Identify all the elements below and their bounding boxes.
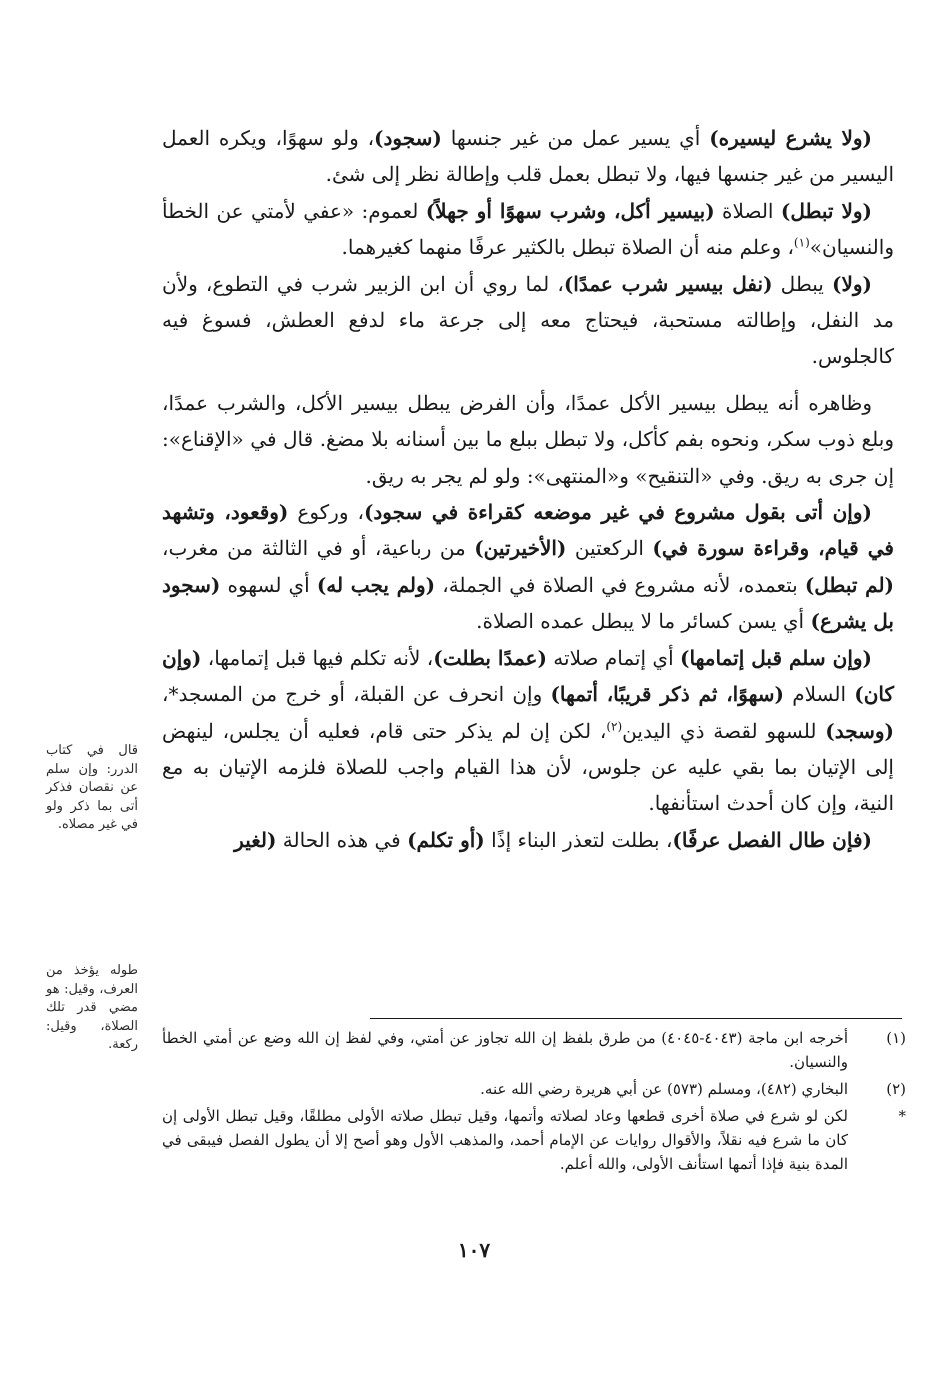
body-text: ، ولو سهوًا، ويكره العمل اليسير من غير جنسها فيها، ولا تبطل بعمل قلب وإطالة نظر إلى شئ. [162, 126, 894, 187]
bold-term: (فإن طال الفصل عرفًا) [672, 827, 872, 852]
bold-term: (سهوًا، ثم ذكر قريبًا، أتمها) [550, 682, 785, 707]
bold-term: (وقعود، وتشهد في قيام، وقراءة سورة في) [162, 500, 894, 561]
paragraph-7 [162, 822, 894, 858]
body-text: الصلاة [714, 198, 781, 223]
footnote-text: أخرجه ابن ماجة (٤٠٤٣-٤٠٤٥) من طرق بلفظ إن الله تجاوز عن أمتي، وفي لفظ إن الله وضع عن أمتي الخطأ والنسيان. [162, 1029, 848, 1071]
bold-term: (ولم يجب له) [316, 572, 436, 597]
body-text: السلام [784, 682, 855, 707]
bold-term: (عمدًا بطلت) [433, 645, 547, 670]
bold-term: (أو تكلم) [407, 827, 485, 852]
margin-note-1: قال في كتاب الدرر: وإن سلم عن نقصان فذكر أتى بما ذكر ولو في غير مصلاه. [46, 743, 138, 832]
footnote-number: (١) [886, 1029, 906, 1047]
footnote-ref: (٢) [606, 718, 623, 733]
footnote-divider [370, 1018, 902, 1019]
bold-term: (وسجد) [825, 718, 894, 743]
footnotes [162, 1026, 906, 1179]
bold-term: (سجود) [374, 126, 442, 150]
body-text: وظاهره أنه يبطل بيسير الأكل عمدًا، وأن الفرض يبطل بيسير الأكل، والشرب عمدًا، وبلع ذوب سكر، ونحوه بفم كأكل، ولا تبطل ببلع ما بين أسنانه بلا مضغ. قال في «الإقناع»: إن جرى به ريق. وفي «التنقيح» و«المنتهى»: ولو لم يجر به ريق. [162, 390, 894, 488]
bold-term: (ولا يشرع ليسيره) [709, 126, 872, 150]
bold-term: (لم تبطل) [804, 572, 894, 597]
paragraph-4 [162, 385, 894, 494]
body-text: أي إتمام صلاته [546, 645, 681, 670]
body-text: أي لسهوه [220, 572, 317, 597]
footnote-2 [162, 1077, 906, 1101]
body-text: وإن انحرف عن القبلة، أو خرج من المسجد*، [162, 682, 551, 707]
paragraph-1 [162, 120, 894, 193]
margin-note-2: طوله يؤخذ من العرف، وقيل: هو مضي قدر تلك الصلاة، وقيل: ركعة. [46, 963, 138, 1052]
body-text: ، بطلت لتعذر البناء إذًا [484, 827, 673, 852]
body-text: أي يسير عمل من غير جنسها [441, 126, 710, 150]
main-text [162, 120, 894, 858]
paragraph-6 [162, 640, 894, 822]
body-text: من رباعية، أو في الثالثة من مغرب، [162, 536, 475, 561]
paragraph-3 [162, 266, 894, 375]
bold-term: (لغير [234, 827, 277, 852]
page-number: ١٠٧ [457, 1238, 491, 1262]
bold-term: (سجود بل يشرع) [162, 572, 894, 634]
footnote-text: البخاري (٤٨٢)، ومسلم (٥٧٣) عن أبي هريرة رضي الله عنه. [480, 1080, 848, 1098]
footnote-number: * [898, 1107, 906, 1125]
footnote-text: لكن لو شرع في صلاة أخرى قطعها وعاد لصلاته وأتمها، وقيل تبطل صلاته الأولى مطلقًا، وقيل تبطل الأولى إن كان ما شرع فيه نقلاً، والأقوال روايات عن الإمام أحمد، والمذهب الأول وهو أصح إلا أن يطول الفصل فيبقى في المدة بنية فإذا أتمها استأنف الأولى، والله أعلم. [162, 1107, 848, 1173]
footnote-number: (٢) [886, 1080, 906, 1098]
bold-term: (نفل بيسير شرب عمدًا) [563, 271, 773, 296]
body-text: للسهو لقصة ذي اليدين [622, 718, 826, 743]
body-text: ، وعلم منه أن الصلاة تبطل بالكثير عرفًا منهما كغيرهما. [341, 235, 794, 260]
bold-term: (وإن أتى بقول مشروع في غير موضعه كقراءة في سجود) [363, 500, 872, 525]
body-text: لعموم: «عفي لأمتي عن الخطأ والنسيان» [162, 198, 894, 260]
paragraph-5 [162, 494, 894, 640]
footnote-asterisk [162, 1104, 906, 1176]
body-text: يبطل [772, 271, 832, 296]
footnote-1 [162, 1026, 906, 1074]
body-text: ، لما روي أن ابن الزبير شرب في التطوع، ولأن مد النفل، وإطالته مستحبة، فيحتاج معه إلى جرعة ماء لدفع العطش، فسوغ فيه كالجلوس. [162, 271, 894, 369]
body-text: في هذه الحالة [276, 827, 408, 852]
body-text: ، لأنه تكلم فيها قبل إتمامها، [201, 645, 434, 670]
bold-term: (ولا) [831, 271, 872, 296]
bold-term: (الأخيرتين) [474, 536, 567, 561]
body-text: أي يسن كسائر ما لا يبطل عمده الصلاة. [476, 609, 811, 634]
body-text: بتعمده، لأنه مشروع في الصلاة في الجملة، [435, 572, 805, 597]
bold-term: (وإن سلم قبل إتمامها) [680, 645, 873, 670]
bold-term: (ولا تبطل) [780, 198, 872, 223]
paragraph-2 [162, 193, 894, 266]
body-text: الركعتين [566, 536, 653, 561]
body-text: ، لكن إن لم يذكر حتى قام، فعليه أن يجلس، لينهض إلى الإتيان بما بقي عليه عن جلوس، لأن هذا القيام واجب للصلاة فلزمه الإتيان به مع النية، وإن كان أحدث استأنفها. [162, 718, 894, 816]
footnote-ref: (١) [793, 235, 810, 250]
body-text: ، وركوع [288, 500, 364, 525]
bold-term: (وإن كان) [162, 645, 894, 707]
bold-term: (بيسير أكل، وشرب سهوًا أو جهلاً) [425, 198, 715, 223]
